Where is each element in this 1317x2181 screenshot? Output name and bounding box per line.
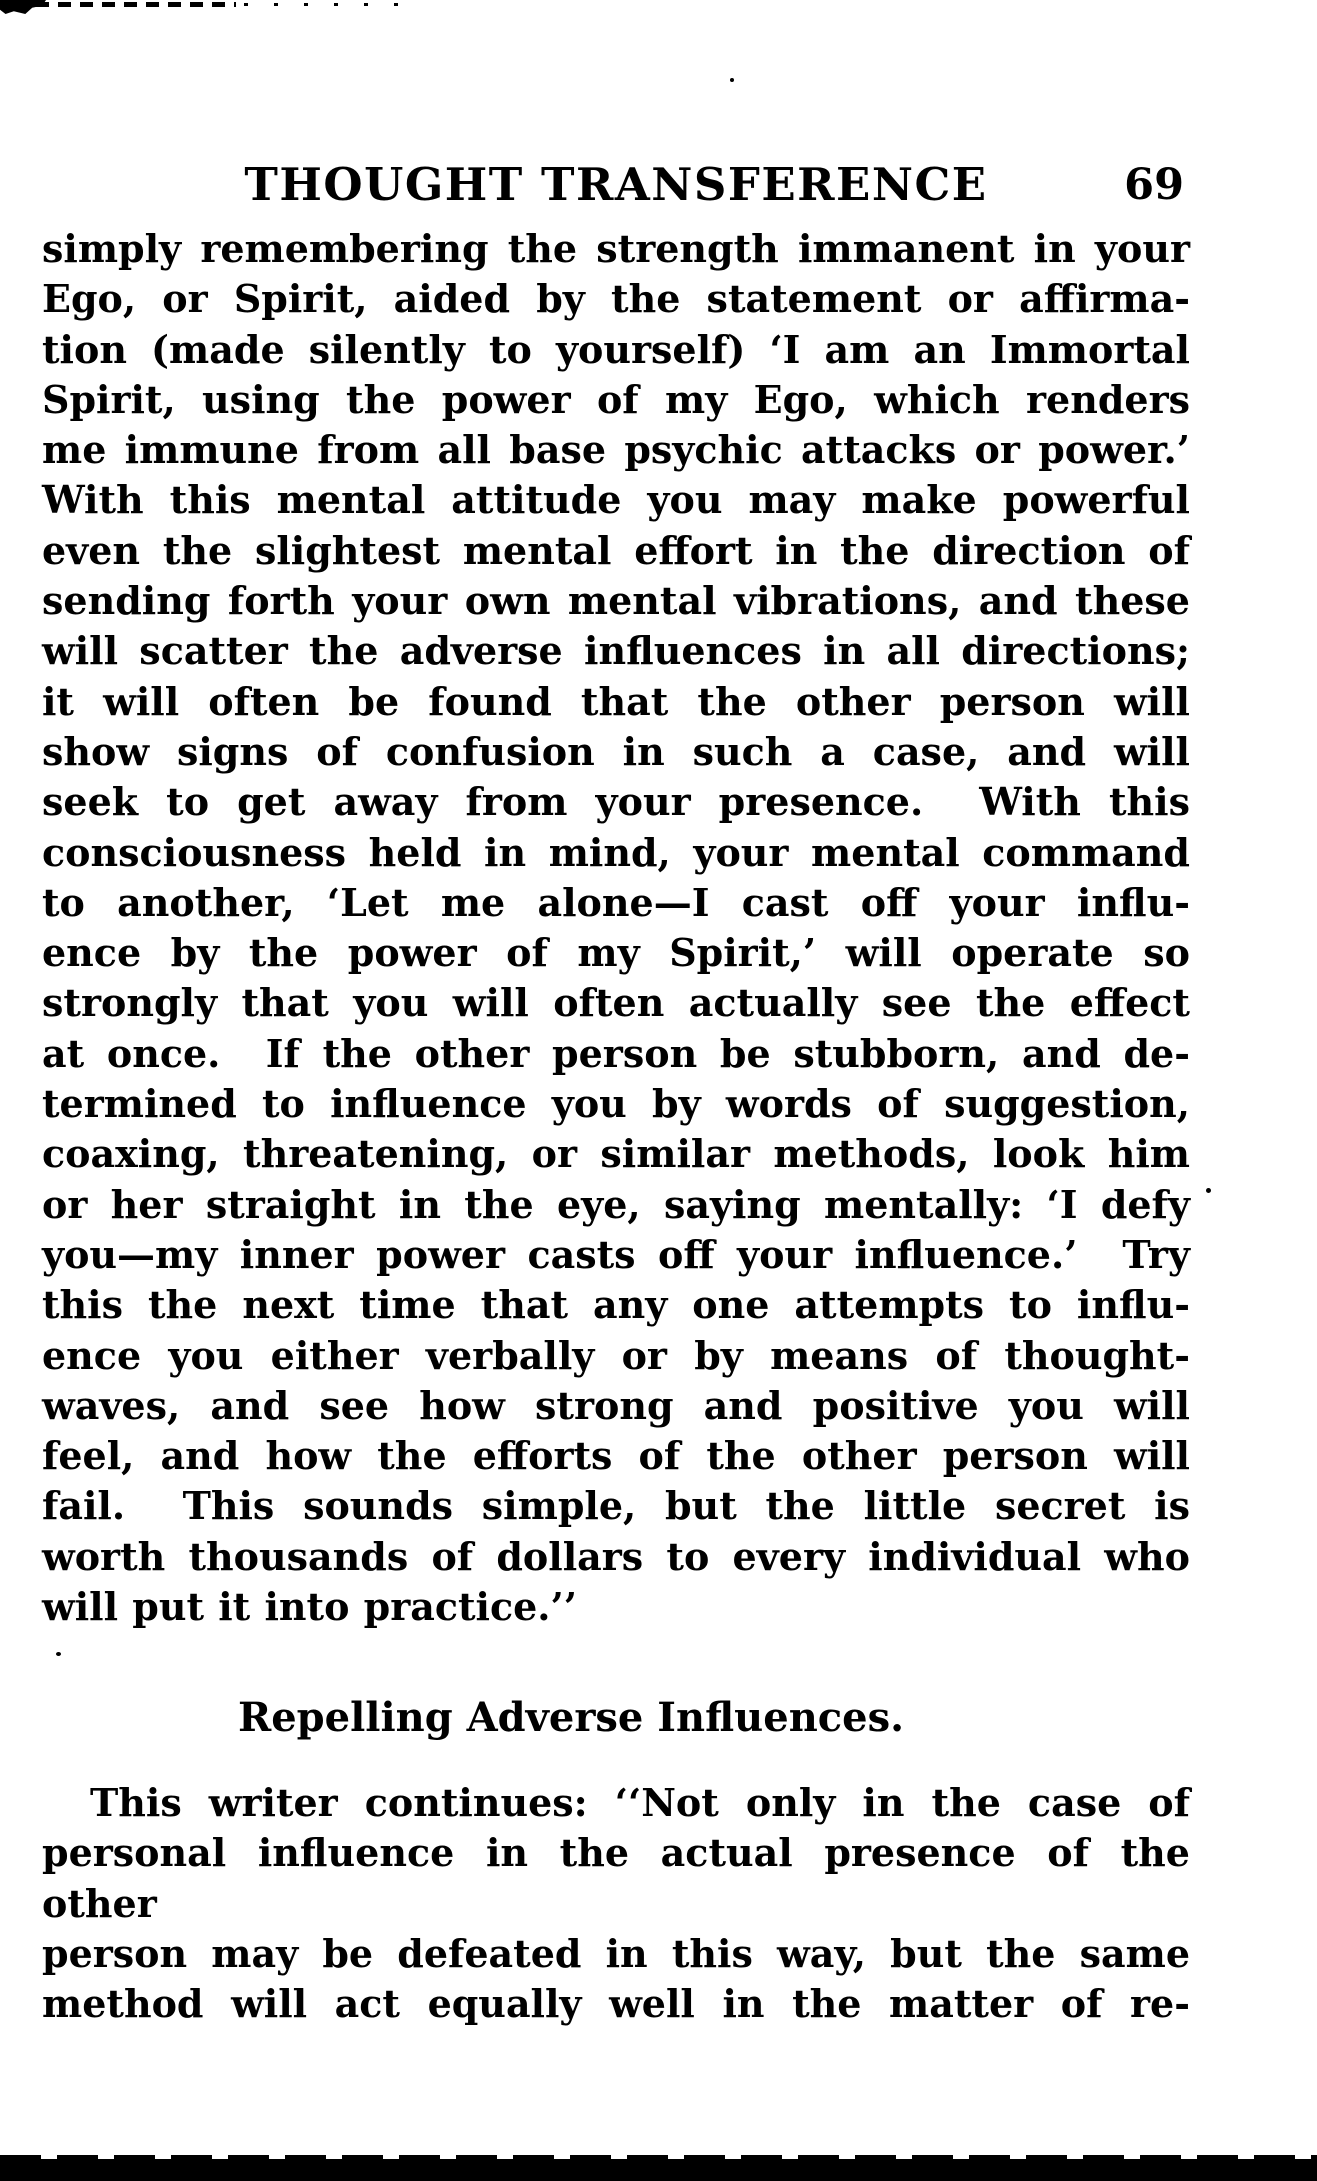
text-line: strongly that you will often actually see the effect [42,980,1190,1026]
text-line: With this mental attitude you may make powerful [42,477,1190,523]
text-line: or her straight in the eye, saying mentally: ‘I defy [42,1181,1190,1227]
text-line: worth thousands of dollars to every individual who [42,1533,1190,1579]
text-line: tion (made silently to yourself) ‘I am an Immortal [42,326,1190,372]
scan-speck [56,1652,61,1656]
text-line: seek to get away from your presence. With this [42,779,1190,825]
text-line: ence you either verbally or by means of thought- [42,1332,1190,1378]
text-line: show signs of confusion in such a case, and will [42,728,1190,774]
text-line: coaxing, threatening, or similar methods, look him [42,1131,1190,1177]
text-line: This writer continues: ‘‘Not only in the case of [90,1780,1190,1825]
scan-artifact-top-dashes [36,2,236,7]
running-head-title: THOUGHT TRANSFERENCE [244,158,988,211]
text-line: Ego, or Spirit, aided by the statement or affirma- [42,276,1190,322]
body-paragraph-1 [42,224,1190,1632]
page-number: 69 [1124,160,1184,210]
scan-speck [1206,1188,1211,1193]
text-line: fail. This sounds simple, but the little secret is [42,1483,1190,1529]
text-line: simply remembering the strength immanent in your [42,226,1190,271]
text-line: even the slightest mental effort in the direction of [42,527,1190,573]
text-line: ence by the power of my Spirit,’ will operate so [42,930,1190,976]
text-line: you—my inner power casts off your influence.’ Try [42,1231,1190,1277]
text-line: personal influence in the actual presence of the other [42,1830,1190,1926]
text-line: sending forth your own mental vibrations, and these [42,578,1190,624]
text-line: consciousness held in mind, your mental command [42,829,1190,875]
text-line: it will often be found that the other person will [42,678,1190,724]
text-line: Spirit, using the power of my Ego, which renders [42,376,1190,422]
text-line: person may be defeated in this way, but the same [42,1930,1190,1976]
scan-artifact-bottom-bar [0,2159,1317,2181]
text-line: waves, and see how strong and positive you will [42,1382,1190,1428]
section-heading: Repelling Adverse Influences. [237,1694,905,1741]
text-line: me immune from all base psychic attacks or power.’ [42,427,1190,473]
text-line: to another, ‘Let me alone—I cast off your influ- [42,879,1190,925]
text-line: will put it into practice.’’ [42,1584,577,1630]
scan-artifact-top-dots [244,3,424,6]
text-line: method will act equally well in the matter of re- [42,1981,1190,2027]
body-paragraph-2 [42,1778,1190,2029]
text-line: this the next time that any one attempts to influ- [42,1282,1190,1328]
page-header [42,158,1190,214]
scan-speck [730,78,734,82]
text-line: will scatter the adverse influences in all directions; [42,628,1190,674]
text-line: feel, and how the efforts of the other person will [42,1433,1190,1479]
text-line: termined to influence you by words of suggestion, [42,1081,1190,1127]
text-line: at once. If the other person be stubborn, and de- [42,1030,1190,1076]
